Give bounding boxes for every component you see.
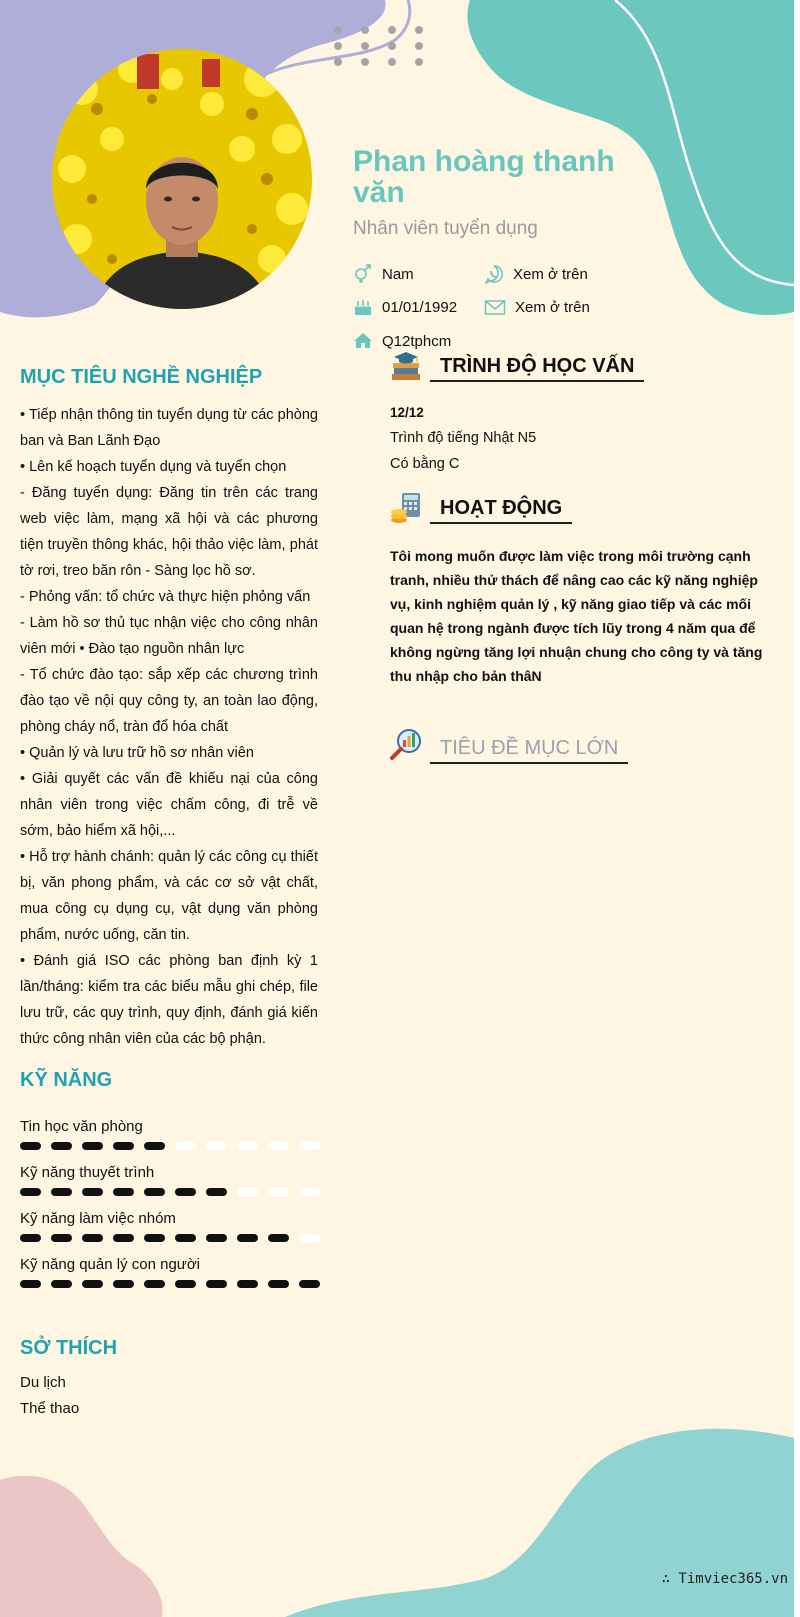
logo-mark-icon: ∴ [661, 1571, 679, 1587]
skill-dot-filled [268, 1234, 289, 1242]
skill-dot-filled [51, 1234, 72, 1242]
logo-text: Timviec365.vn [678, 1571, 788, 1587]
skill-dot-filled [175, 1280, 196, 1288]
skill-item [20, 1210, 320, 1242]
birthday-row [353, 296, 457, 318]
skill-item [20, 1164, 320, 1196]
skill-dot-filled [268, 1280, 289, 1288]
skill-dot-filled [237, 1280, 258, 1288]
profile-photo [52, 49, 312, 309]
hobby-item: Thể thao [20, 1400, 80, 1417]
skill-dot-filled [175, 1188, 196, 1196]
skill-dot-filled [144, 1280, 165, 1288]
hobby-item: Du lịch [20, 1374, 66, 1391]
skill-dot-filled [20, 1142, 41, 1150]
phone-value[interactable]: Xem ở trên [513, 265, 588, 283]
whatsapp-icon [484, 264, 504, 284]
skill-dot-empty [175, 1142, 196, 1150]
education-line: Trình độ tiếng Nhật N5 [390, 430, 537, 446]
skill-dot-empty [206, 1142, 227, 1150]
skill-rating [20, 1280, 320, 1288]
skill-dot-empty [237, 1142, 258, 1150]
education-line: Có bằng C [390, 456, 460, 472]
skill-name: Kỹ năng thuyết trình [20, 1164, 155, 1181]
skill-dot-filled [113, 1280, 134, 1288]
skill-dot-filled [20, 1188, 41, 1196]
skill-item [20, 1118, 320, 1150]
skill-dot-filled [206, 1188, 227, 1196]
skill-dot-filled [175, 1234, 196, 1242]
activities-title: HOẠT ĐỘNG [430, 497, 572, 524]
skills-title: KỸ NĂNG [20, 1069, 113, 1091]
skill-name: Kỹ năng quản lý con người [20, 1256, 200, 1273]
skill-dot-filled [144, 1188, 165, 1196]
birthday-value: 01/01/1992 [382, 298, 458, 316]
magnifier-chart-icon [390, 728, 422, 760]
phone-row [484, 263, 588, 285]
email-value[interactable]: Xem ở trên [515, 298, 590, 316]
skill-dot-filled [113, 1188, 134, 1196]
candidate-name: Phan hoàng thanh văn [353, 145, 615, 209]
skill-item [20, 1256, 320, 1288]
skill-rating [20, 1234, 320, 1242]
footer-logo [662, 1571, 788, 1587]
skill-dot-empty [237, 1188, 258, 1196]
skill-dot-filled [113, 1142, 134, 1150]
objective-line: • Tiếp nhận thông tin tuyển dụng từ các phòng ban và Ban Lãnh Đạo [20, 407, 318, 449]
cake-icon [353, 297, 373, 317]
skill-dot-filled [144, 1234, 165, 1242]
gender-row [353, 263, 414, 285]
skill-dot-filled [82, 1280, 103, 1288]
skill-dot-filled [20, 1280, 41, 1288]
objective-line: • Đánh giá ISO các phòng ban định kỳ 1 lần/tháng: kiểm tra các biểu mẫu ghi chép, file lưu trữ, các quy trình, quy định, đánh giá kiến thức công nhân viên của các bộ phận. [20, 953, 318, 1047]
objective-line: • Lên kế hoạch tuyển dụng và tuyển chọn [20, 459, 287, 475]
extra-section-title: TIÊU ĐỀ MỤC LỚN [430, 737, 628, 764]
education-title: TRÌNH ĐỘ HỌC VẤN [430, 355, 644, 382]
skill-dot-filled [82, 1142, 103, 1150]
skill-dot-filled [144, 1142, 165, 1150]
skill-dot-empty [299, 1234, 320, 1242]
job-title: Nhân viên tuyển dụng [353, 218, 538, 239]
skill-dot-filled [82, 1234, 103, 1242]
objective-line: - Phỏng vấn: tổ chức và thực hiện phỏng vấn [20, 589, 311, 605]
skill-dot-filled [51, 1188, 72, 1196]
skill-dot-filled [206, 1280, 227, 1288]
skill-dot-empty [299, 1142, 320, 1150]
objective-line: • Quản lý và lưu trữ hồ sơ nhân viên [20, 745, 254, 761]
objective-title: MỤC TIÊU NGHỀ NGHIỆP [20, 366, 263, 388]
gender-icon [353, 264, 373, 284]
skill-dot-filled [20, 1234, 41, 1242]
skill-dot-filled [206, 1234, 227, 1242]
skill-dot-filled [237, 1234, 258, 1242]
hobbies-title: SỞ THÍCH [20, 1337, 118, 1359]
objective-line: • Hỗ trợ hành chánh: quản lý các công cụ thiết bị, văn phong phẩm, và các cơ sở vật chất, mua công cụ dụng cụ, vật dụng văn phòng phẩm, nước uống, căn tin. [20, 849, 318, 943]
address-value: Q12tphcm [382, 332, 452, 350]
objective-line: • Giải quyết các vấn đề khiếu nại của công nhân viên trong việc chấm công, đi trễ về sớm, bảo hiểm xã hội,... [20, 771, 318, 839]
envelope-icon [484, 297, 506, 317]
activities-text: Tôi mong muốn được làm việc trong môi trường cạnh tranh, nhiều thử thách để nâng cao các kỹ năng nghiệp vụ, kinh nghiệm quản lý , kỹ năng giao tiếp và các mối quan hệ trong ngành được tích lũy trong 4 năm qua để không ngừng tăng lợi nhuận chung cho công ty và tăng thu nhập cho bản thâN [390, 548, 763, 684]
skill-dot-filled [51, 1280, 72, 1288]
books-graduation-icon [390, 351, 422, 383]
address-row [353, 330, 451, 352]
email-row [484, 296, 590, 318]
objective-line: - Tổ chức đào tạo: sắp xếp các chương trình đào tạo về nội quy công ty, an toàn lao động, phòng cháy nổ, tràn đổ hóa chất [20, 667, 318, 735]
gender-value: Nam [382, 265, 414, 283]
home-icon [353, 331, 373, 351]
skill-name: Tin học văn phòng [20, 1118, 143, 1135]
skill-dot-empty [299, 1188, 320, 1196]
objective-line: - Làm hồ sơ thủ tục nhận việc cho công nhân viên mới • Đào tạo nguồn nhân lực [20, 615, 318, 657]
skill-dot-filled [113, 1234, 134, 1242]
skill-name: Kỹ năng làm việc nhóm [20, 1210, 176, 1227]
skill-dot-filled [51, 1142, 72, 1150]
skill-dot-filled [299, 1280, 320, 1288]
skill-rating [20, 1188, 320, 1196]
skill-rating [20, 1142, 320, 1150]
skill-dot-empty [268, 1188, 289, 1196]
objective-text [20, 402, 318, 1052]
calculator-coins-icon [390, 492, 422, 524]
objective-line: - Đăng tuyển dụng: Đăng tin trên các trang web việc làm, mạng xã hội và các phương tiện truyền thông khác, hội thảo việc làm, phát tờ rơi, treo băn rôn - Sàng lọc hồ sơ. [20, 485, 318, 579]
skill-dot-empty [268, 1142, 289, 1150]
education-grade: 12/12 [390, 405, 424, 420]
skill-dot-filled [82, 1188, 103, 1196]
